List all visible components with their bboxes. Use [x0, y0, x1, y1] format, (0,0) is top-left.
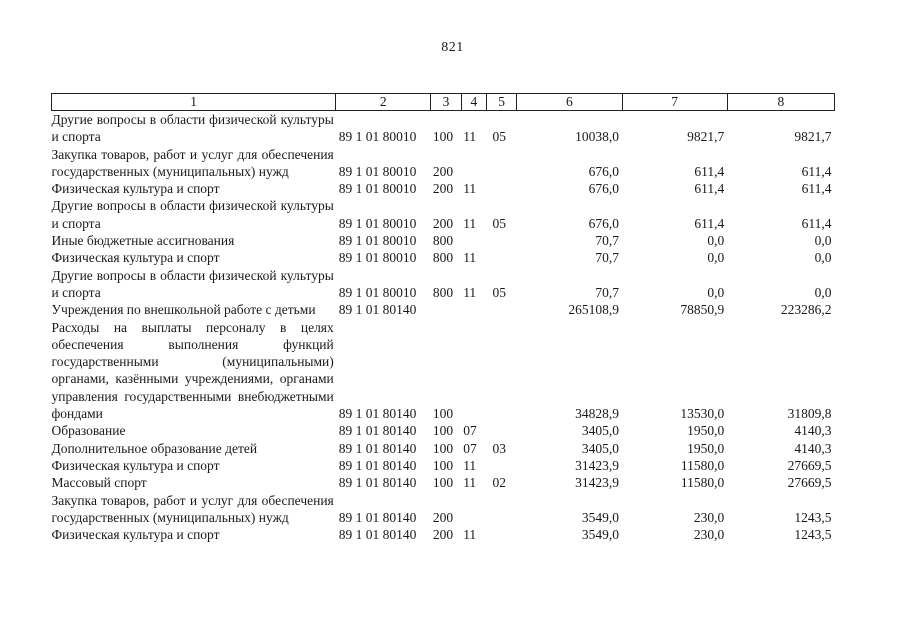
header-col-4: 4: [461, 94, 486, 111]
row-code: 89 1 01 80140: [338, 423, 417, 439]
row-value-col6: 10038,0: [575, 129, 620, 145]
row-value-col8: 223286,2: [780, 302, 832, 318]
table-row: [52, 301, 835, 318]
row-value-col7: 611,4: [694, 181, 725, 197]
header-col-8: 8: [727, 94, 834, 111]
row-code: 89 1 01 80140: [338, 527, 417, 543]
row-value-col7: 0,0: [707, 233, 725, 249]
header-row: [52, 94, 835, 111]
header-col-2: 2: [336, 94, 431, 111]
row-code: 89 1 01 80140: [338, 440, 417, 456]
table-row: [52, 197, 835, 232]
row-subsection: 05: [492, 129, 506, 145]
row-value-col6: 676,0: [588, 215, 620, 231]
table-body: [52, 111, 835, 544]
row-code: 89 1 01 80010: [338, 181, 417, 197]
row-value-col8: 0,0: [814, 284, 832, 300]
row-section: 11: [463, 284, 477, 300]
row-subsection: [486, 180, 516, 197]
table-header: [52, 94, 835, 111]
row-name: Физическая культура и спорт: [51, 250, 220, 266]
row-section: 07: [463, 423, 477, 439]
row-code: 89 1 01 80010: [338, 284, 417, 300]
row-code: 89 1 01 80140: [338, 475, 417, 491]
row-value-col7: 0,0: [707, 250, 725, 266]
row-name: Расходы на выплаты персоналу в целях обеспечения выполнения функций государственными (муниципальными) органами, казёнными учреждениями, органами управления государственными внебюджетными фондами: [51, 319, 334, 422]
row-section: [461, 492, 486, 527]
row-name: Дополнительное образование детей: [51, 440, 258, 456]
row-expense-type: 100: [432, 423, 454, 439]
row-value-col8: 0,0: [814, 233, 832, 249]
row-expense-type: 200: [432, 163, 454, 179]
row-name: Закупка товаров, работ и услуг для обеспечения государственных (муниципальных) нужд: [51, 146, 334, 179]
row-code: 89 1 01 80140: [338, 457, 417, 473]
row-name: Иные бюджетные ассигнования: [51, 233, 235, 249]
row-section: 11: [463, 457, 477, 473]
table-row: [52, 146, 835, 181]
row-subsection: [486, 319, 516, 423]
row-value-col7: 13530,0: [680, 406, 725, 422]
row-section: 11: [463, 181, 477, 197]
row-section: [461, 301, 486, 318]
header-col-5: 5: [486, 94, 516, 111]
row-value-col7: 1950,0: [687, 423, 725, 439]
row-section: [461, 319, 486, 423]
row-subsection: [486, 301, 516, 318]
table-row: [52, 232, 835, 249]
row-expense-type: 800: [432, 233, 454, 249]
row-subsection: 03: [492, 440, 506, 456]
row-value-col6: 31423,9: [575, 457, 620, 473]
row-value-col7: 611,4: [694, 163, 725, 179]
row-expense-type: 100: [432, 129, 454, 145]
row-expense-type: 200: [432, 181, 454, 197]
row-name: Учреждения по внешкольной работе с детьми: [51, 302, 316, 318]
row-subsection: 05: [492, 215, 506, 231]
row-name: Другие вопросы в области физической культуры и спорта: [51, 112, 334, 145]
table-row: [52, 319, 835, 423]
row-name: Закупка товаров, работ и услуг для обеспечения государственных (муниципальных) нужд: [51, 492, 334, 525]
row-subsection: 02: [492, 475, 506, 491]
row-subsection: [486, 492, 516, 527]
row-code: 89 1 01 80010: [338, 163, 417, 179]
row-value-col8: 27669,5: [787, 457, 832, 473]
row-name: Образование: [51, 423, 126, 439]
row-name: Массовый спорт: [51, 475, 147, 491]
row-value-col8: 0,0: [814, 250, 832, 266]
row-value-col6: 676,0: [588, 181, 620, 197]
row-value-col6: 70,7: [595, 284, 620, 300]
table-row: [52, 249, 835, 266]
row-section: 11: [463, 129, 477, 145]
header-col-6: 6: [517, 94, 622, 111]
row-code: 89 1 01 80140: [338, 302, 417, 318]
row-section: 11: [463, 475, 477, 491]
row-value-col8: 31809,8: [787, 406, 832, 422]
row-expense-type: [431, 301, 461, 318]
row-section: 11: [463, 215, 477, 231]
row-value-col7: 611,4: [694, 215, 725, 231]
row-name: Другие вопросы в области физической культуры и спорта: [51, 198, 334, 231]
table-row: [52, 111, 835, 146]
table-row: [52, 422, 835, 439]
table-row: [52, 474, 835, 491]
row-value-col7: 11580,0: [680, 475, 725, 491]
row-code: 89 1 01 80010: [338, 250, 417, 266]
row-value-col6: 31423,9: [575, 475, 620, 491]
row-name: Физическая культура и спорт: [51, 181, 220, 197]
header-col-1: 1: [52, 94, 336, 111]
row-expense-type: 100: [432, 457, 454, 473]
row-value-col8: 4140,3: [794, 440, 832, 456]
row-code: 89 1 01 80140: [338, 406, 417, 422]
row-section: 07: [463, 440, 477, 456]
row-value-col6: 3549,0: [581, 527, 620, 543]
row-expense-type: 100: [432, 475, 454, 491]
row-value-col6: 3405,0: [581, 423, 620, 439]
row-value-col6: 70,7: [595, 233, 620, 249]
row-value-col8: 611,4: [801, 215, 832, 231]
row-value-col8: 9821,7: [794, 129, 832, 145]
row-value-col6: 3405,0: [581, 440, 620, 456]
row-expense-type: 200: [432, 527, 454, 543]
row-value-col8: 1243,5: [794, 527, 832, 543]
row-section: [461, 232, 486, 249]
row-value-col6: 3549,0: [581, 509, 620, 525]
row-value-col6: 34828,9: [575, 406, 620, 422]
row-code: 89 1 01 80010: [338, 215, 417, 231]
row-section: 11: [463, 250, 477, 266]
row-subsection: [486, 457, 516, 474]
row-value-col8: 611,4: [801, 181, 832, 197]
table-row: [52, 492, 835, 527]
row-section: 11: [463, 527, 477, 543]
row-name: Физическая культура и спорт: [51, 457, 220, 473]
row-value-col8: 611,4: [801, 163, 832, 179]
row-expense-type: 100: [432, 406, 454, 422]
row-subsection: [486, 526, 516, 543]
row-subsection: [486, 249, 516, 266]
row-value-col6: 265108,9: [568, 302, 620, 318]
row-name: Другие вопросы в области физической культуры и спорта: [51, 267, 334, 300]
page-number: 821: [441, 40, 464, 55]
header-col-7: 7: [622, 94, 727, 111]
row-name: Физическая культура и спорт: [51, 527, 220, 543]
row-expense-type: 200: [432, 509, 454, 525]
row-code: 89 1 01 80140: [338, 509, 417, 525]
row-subsection: 05: [492, 284, 506, 300]
row-value-col6: 676,0: [588, 163, 620, 179]
row-value-col8: 27669,5: [787, 475, 832, 491]
row-value-col7: 11580,0: [680, 457, 725, 473]
row-value-col7: 9821,7: [687, 129, 725, 145]
table-row: [52, 440, 835, 457]
row-expense-type: 800: [432, 284, 454, 300]
table-row: [52, 457, 835, 474]
row-value-col8: 4140,3: [794, 423, 832, 439]
row-value-col7: 1950,0: [687, 440, 725, 456]
row-subsection: [486, 422, 516, 439]
row-subsection: [486, 232, 516, 249]
row-value-col8: 1243,5: [794, 509, 832, 525]
row-value-col7: 78850,9: [680, 302, 725, 318]
row-subsection: [486, 146, 516, 181]
row-expense-type: 200: [432, 215, 454, 231]
row-value-col7: 230,0: [693, 509, 725, 525]
row-expense-type: 800: [432, 250, 454, 266]
row-code: 89 1 01 80010: [338, 233, 417, 249]
row-value-col7: 0,0: [707, 284, 725, 300]
header-col-3: 3: [431, 94, 461, 111]
row-section: [461, 146, 486, 181]
budget-table: [51, 93, 835, 543]
table-row: [52, 267, 835, 302]
table-row: [52, 526, 835, 543]
table-row: [52, 180, 835, 197]
row-value-col6: 70,7: [595, 250, 620, 266]
row-value-col7: 230,0: [693, 527, 725, 543]
row-expense-type: 100: [432, 440, 454, 456]
row-code: 89 1 01 80010: [338, 129, 417, 145]
